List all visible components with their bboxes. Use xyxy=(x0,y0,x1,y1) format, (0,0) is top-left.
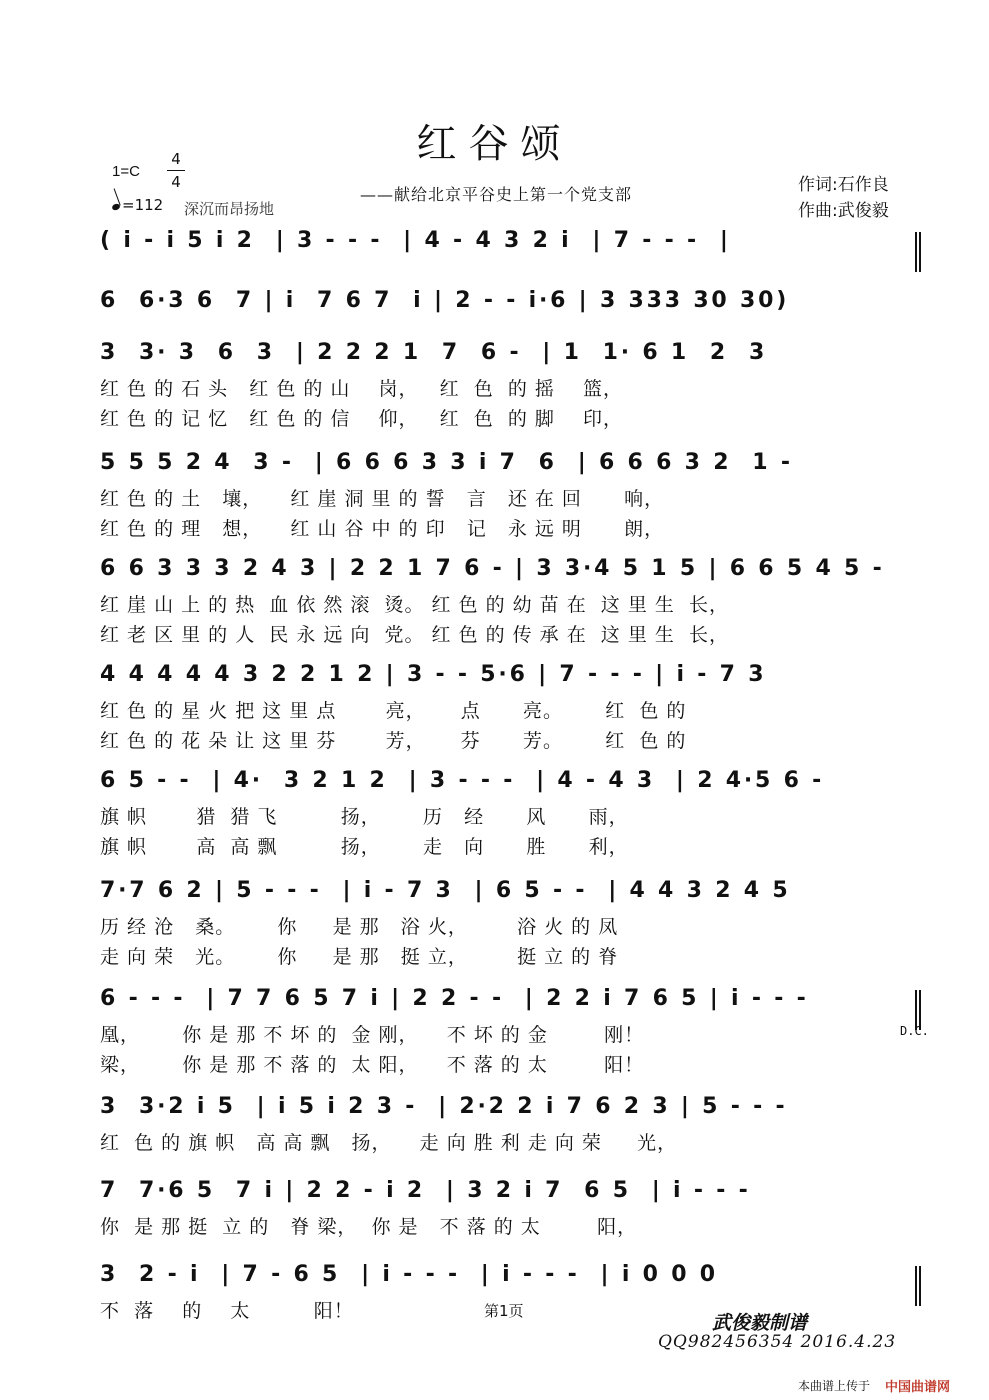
subtitle: ——献给北京平谷史上第一个党支部 xyxy=(360,185,633,204)
lyrics-verse-1: 红 色 的 土 壤， 红 崖 洞 里 的 誓 言 还 在 回 响， xyxy=(100,488,665,510)
lyrics-verse-1: 红 崖 山 上 的 热 血 依 然 滚 烫。 红 色 的 幼 苗 在 这 里 生 长， xyxy=(100,594,729,616)
notation-line: 7 7·6 5 7 i | 2 2 - i 2 | 3 2 i 7 6 5 | i - - - xyxy=(100,1178,751,1203)
lyrics-verse-1: 红 色 的 旗 帜 高 高 飘 扬， 走 向 胜 利 走 向 荣 光， xyxy=(100,1132,678,1154)
lyrics-verse-1: 红 色 的 星 火 把 这 里 点 亮， 点 亮。 红 色 的 xyxy=(100,700,687,722)
lyrics-verse-1: 不 落 的 太 阳！ xyxy=(100,1300,354,1322)
dc-mark: D.C. xyxy=(900,1024,929,1038)
barline xyxy=(915,1266,917,1306)
notation-line: 3 3·2 i 5 | i 5 i 2 3 - | 2·2 2 i 7 6 2 3 | 5 - - - xyxy=(100,1094,788,1119)
notation-line: 6 5 - - | 4· 3 2 1 2 | 3 - - - | 4 - 4 3 | 2 4·5 6 - xyxy=(100,768,825,793)
lyrics-verse-2: 走 向 荣 光。 你 是 那 挺 立， 挺 立 的 脊 xyxy=(100,946,619,968)
lyrics-verse-1: 红 色 的 石 头 红 色 的 山 岗， 红 色 的 摇 篮， xyxy=(100,378,624,400)
meter-bottom: 4 xyxy=(171,173,181,191)
notation-line: 6 - - - | 7 7 6 5 7 i | 2 2 - - | 2 2 i 7 6 5 | i - - - xyxy=(100,986,809,1011)
lyrics-verse-2: 红 色 的 记 忆 红 色 的 信 仰， 红 色 的 脚 印， xyxy=(100,408,624,430)
score-maker: 武俊毅制谱 xyxy=(712,1312,808,1334)
barline xyxy=(915,232,917,272)
notation-line: 3 2 - i | 7 - 6 5 | i - - - | i - - - | i 0 0 0 xyxy=(100,1262,718,1287)
contact-date: QQ982456354 2016.4.23 xyxy=(658,1332,897,1352)
tempo-value: =112 xyxy=(122,196,164,214)
lyrics-verse-1: 旗 帜 猎 猎 飞 扬， 历 经 风 雨， xyxy=(100,806,629,828)
notation-line: 6 6 3 3 3 2 4 3 | 2 2 1 7 6 - | 3 3·4 5 1 5 | 6 6 5 4 5 - xyxy=(100,556,885,581)
lyrics-verse-2: 旗 帜 高 高 飘 扬， 走 向 胜 利， xyxy=(100,836,629,858)
notation-line: 7·7 6 2 | 5 - - - | i - 7 3 | 6 5 - - | 4 4 3 2 4 5 xyxy=(100,878,791,903)
notation-line: 5 5 5 2 4 3 - | 6 6 6 3 3 i 7 6 | 6 6 6 3 2 1 - xyxy=(100,450,793,475)
lyrics-verse-2: 红 色 的 理 想， 红 山 谷 中 的 印 记 永 远 明 朗， xyxy=(100,518,665,540)
tempo-mark xyxy=(112,196,163,214)
lyrics-verse-1: 你 是 那 挺 立 的 脊 梁， 你 是 不 落 的 太 阳， xyxy=(100,1216,638,1238)
upload-note: 本曲谱上传于 xyxy=(798,1379,871,1393)
page-number: 第1页 xyxy=(484,1302,524,1320)
lyrics-verse-2: 梁， 你 是 那 不 落 的 太 阳， 不 落 的 太 阳！ xyxy=(100,1054,645,1076)
lyricist-credit: 作词:石作良 xyxy=(798,175,889,195)
notation-line: 6 6·3 6 7 | i 7 6 7 i | 2 - - i·6 | 3 333 30 30) xyxy=(100,288,790,313)
notation-line: ( i - i 5 i 2 | 3 - - - | 4 - 4 3 2 i | 7 - - - | xyxy=(100,228,731,253)
expression-mark: 深沉而昂扬地 xyxy=(184,200,275,218)
lyrics-verse-1: 凰， 你 是 那 不 坏 的 金 刚， 不 坏 的 金 刚！ xyxy=(100,1024,645,1046)
notation-line: 4 4 4 4 4 3 2 2 1 2 | 3 - - 5·6 | 7 - - - | i - 7 3 xyxy=(100,662,767,687)
key-signature: 1=C xyxy=(112,163,140,180)
time-signature xyxy=(167,150,185,191)
notation-line: 3 3· 3 6 3 | 2 2 2 1 7 6 - | 1 1· 6 1 2 3 xyxy=(100,340,768,365)
lyrics-verse-2: 红 色 的 花 朵 让 这 里 芬 芳， 芬 芳。 红 色 的 xyxy=(100,730,687,752)
quarter-note-icon xyxy=(111,203,121,211)
meter-top: 4 xyxy=(171,150,181,168)
page-title: 红谷颂 xyxy=(416,121,573,167)
lyrics-verse-1: 历 经 沧 桑。 你 是 那 浴 火， 浴 火 的 凤 xyxy=(100,916,619,938)
lyrics-verse-2: 红 老 区 里 的 人 民 永 远 向 党。 红 色 的 传 承 在 这 里 生 长， xyxy=(100,624,729,646)
barline xyxy=(919,232,921,272)
composer-credit: 作曲:武俊毅 xyxy=(798,201,889,221)
barline xyxy=(919,1266,921,1306)
site-brand: 中国曲谱网 xyxy=(885,1380,951,1395)
